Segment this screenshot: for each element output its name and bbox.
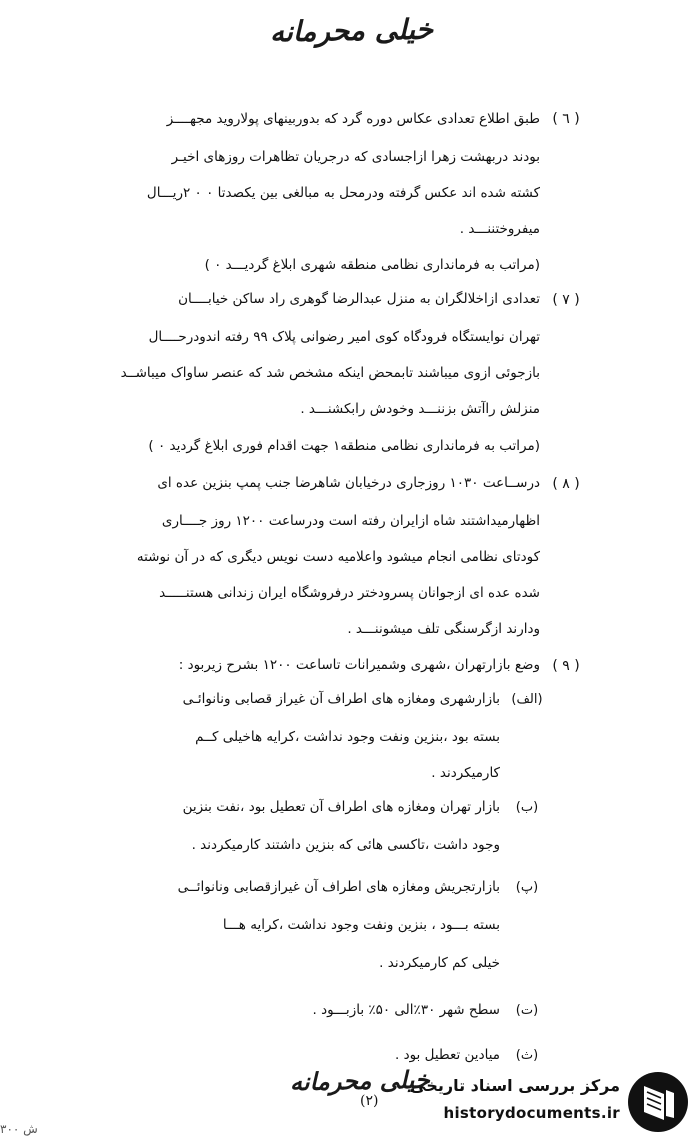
- watermark-title: مرکز بررسی اسناد تاریخی: [410, 1076, 620, 1095]
- subitem-line: میادین تعطیل بود .: [394, 1047, 500, 1063]
- paragraph-line: اظهارمیداشتند شاه ازایران رفته است ودرساعت ۱۲۰۰ روز جــــاری: [161, 513, 540, 529]
- subitem-label: (ث): [515, 1048, 539, 1063]
- subitem-label: (ت): [515, 1003, 539, 1018]
- paragraph-line: منزلش راآتش بزننـــد وخودش رابکشنـــد .: [300, 401, 540, 417]
- paragraph-line: ودارند ازگرسنگی تلف میشوننـــد .: [347, 621, 540, 637]
- paragraph-line: کودتای نظامی انجام میشود واعلامیه دست نویس دیگری که در آن نوشته: [136, 549, 540, 565]
- subitem-line: بسته بـــود ، بنزین ونفت وجود نداشت ،کرایه هـــا: [222, 917, 500, 933]
- subitem-label: (ب): [515, 800, 539, 815]
- subitem-line: بازار تهران ومغازه های اطراف آن تعطیل بود ،نفت بنزین: [182, 799, 500, 815]
- corner-mark: ۳۰۰ ش: [0, 1122, 38, 1136]
- subitem-line: بسته بود ،بنزین ونفت وجود نداشت ،کرایه هاخیلی کــم: [195, 729, 500, 745]
- paragraph-note: (مراتب به فرمانداری نظامی منطقه شهری ابلاغ گردیـــد ۰ ): [204, 257, 540, 273]
- watermark-url: historydocuments.ir: [443, 1104, 620, 1122]
- archive-logo-icon: [626, 1070, 690, 1134]
- subitem-line: سطح شهر ۳۰٪الی ۵۰٪ بازبـــود .: [312, 1002, 500, 1018]
- paragraph-line: شده عده ای ازجوانان پسرودختر درفروشگاه ایران زندانی هستنـــــد: [159, 585, 540, 601]
- paragraph-line: بازجوئی ازوی میباشند تابمحض اینکه مشخص شد که عنصر ساواک میباشــد: [120, 365, 540, 381]
- stamp-text: خیلی محرمانه: [289, 1064, 430, 1097]
- classification-stamp-top: خیلی محرمانه: [269, 12, 434, 49]
- subitem-line: کارمیکردند .: [431, 765, 500, 781]
- paragraph-line: طبق اطلاع تعدادی عکاس دوره گرد که بدوربینهای پولاروید مجهــــز: [166, 111, 540, 127]
- page-number: (۲): [360, 1093, 379, 1109]
- paragraph-number: ( ٦ ): [552, 111, 580, 127]
- paragraph-line: کشته شده اند عکس گرفته ودرمحل به مبالغی بین یکصدتا ۰ ۰ ۲ریـــال: [146, 185, 540, 201]
- paragraph-line: میفروختننـــد .: [459, 221, 540, 237]
- subitem-line: وجود داشت ،تاکسی هائی که بنزین داشتند کارمیکردند .: [191, 837, 500, 853]
- paragraph-note: (مراتب به فرمانداری نظامی منطقه۱ جهت اقدام فوری ابلاغ گردید ۰ ): [148, 438, 540, 454]
- paragraph-line: تهران نوایستگاه فرودگاه کوی امیر رضوانی پلاک ۹۹ رفته اندودرحــــال: [148, 329, 540, 345]
- paragraph-line: درســاعت ۱۰۳۰ روزجاری درخیابان شاهرضا جنب پمپ بنزین عده ای: [157, 475, 540, 491]
- paragraph-number: ( ٧ ): [552, 292, 580, 308]
- paragraph-number: ( ٨ ): [552, 476, 580, 492]
- archive-watermark: [398, 1066, 700, 1139]
- subitem-line: خیلی کم کارمیکردند .: [379, 955, 500, 971]
- paragraph-line: تعدادی ازاخلالگران به منزل عبدالرضا گوهری راد ساکن خیابــــان: [178, 291, 540, 307]
- subitem-line: بازارتجریش ومغازه های اطراف آن غیرازقصابی ونانوائــی: [177, 879, 500, 895]
- subitem-line: بازارشهری ومغازه های اطراف آن غیراز قصابی ونانوائـی: [182, 691, 500, 707]
- subitem-label: (الف): [511, 692, 543, 707]
- paragraph-line: وضع بازارتهران ،شهری وشمیرانات تاساعت ۱۲۰۰ بشرح زیربود :: [178, 657, 540, 673]
- paragraph-number: ( ٩ ): [552, 658, 580, 674]
- paragraph-line: بودند دربهشت زهرا ازاجسادی که درجریان تظاهرات روزهای اخیـر: [171, 149, 540, 165]
- subitem-label: (پ): [515, 880, 539, 895]
